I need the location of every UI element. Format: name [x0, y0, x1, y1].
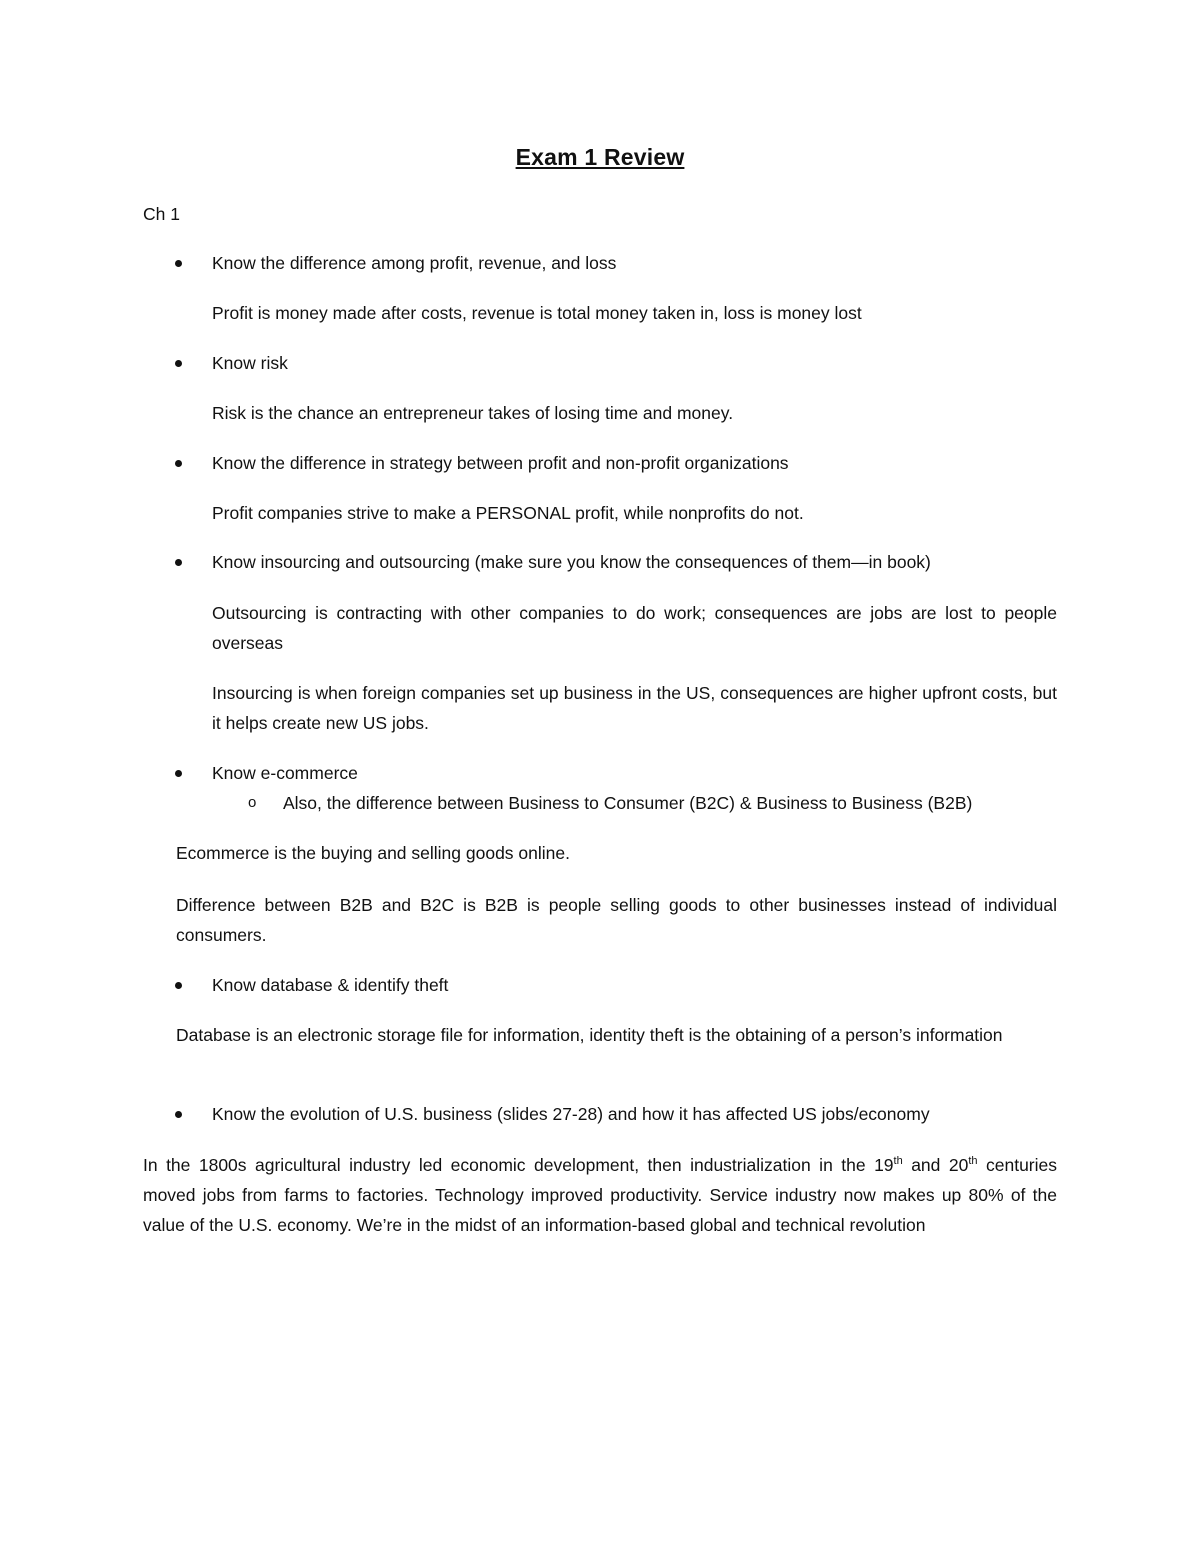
bullet-item: Know e-commerce — [212, 763, 358, 783]
answer-text: and 20 — [902, 1155, 969, 1175]
bullet-item: Know risk — [212, 353, 288, 373]
superscript: th — [893, 1155, 903, 1168]
bullet-icon — [175, 1111, 182, 1118]
sub-bullet-item: Also, the difference between Business to Consumer (B2C) & Business to Business (B2B) — [283, 793, 973, 813]
bullet-item: Know the difference among profit, revenue, and loss — [212, 253, 617, 273]
superscript: th — [968, 1155, 978, 1168]
bullet-icon — [175, 559, 182, 566]
answer-text: centuries moved jobs from farms to factories. Technology improved productivity. Service industry now makes up 80% of the value of the U.S. economy. We’re in the midst of an information-based global and technical revolution — [143, 1155, 1057, 1235]
bullet-icon — [175, 460, 182, 467]
bullet-item: Know insourcing and outsourcing (make sure you know the consequences of them—in book) — [212, 552, 931, 572]
answer-text: Outsourcing is contracting with other companies to do work; consequences are jobs are lost to people overseas — [212, 603, 1057, 653]
page-title: Exam 1 Review — [515, 144, 685, 170]
answer-text: Risk is the chance an entrepreneur takes of losing time and money. — [212, 403, 734, 423]
bullet-icon — [175, 982, 182, 989]
bullet-item: Know the evolution of U.S. business (slides 27-28) and how it has affected US jobs/economy — [212, 1104, 930, 1124]
bullet-icon — [175, 260, 182, 267]
answer-text: Profit companies strive to make a PERSONAL profit, while nonprofits do not. — [212, 503, 804, 523]
chapter-heading: Ch 1 — [143, 204, 180, 224]
answer-text: Insourcing is when foreign companies set up business in the US, consequences are higher upfront costs, but it helps create new US jobs. — [212, 683, 1057, 733]
answer-text: Database is an electronic storage file for information, identity theft is the obtaining of a person’s information — [176, 1025, 1003, 1045]
answer-text: Profit is money made after costs, revenue is total money taken in, loss is money lost — [212, 303, 862, 323]
bullet-icon — [175, 360, 182, 367]
answer-text: In the 1800s agricultural industry led economic development, then industrialization in the 19 — [143, 1155, 894, 1175]
bullet-item: Know the difference in strategy between profit and non-profit organizations — [212, 453, 789, 473]
answer-paragraph — [143, 1150, 1057, 1240]
circle-bullet-icon: o — [248, 794, 257, 811]
answer-text: Difference between B2B and B2C is B2B is people selling goods to other businesses instead of individual consumers. — [176, 895, 1057, 945]
bullet-item: Know database & identify theft — [212, 975, 449, 995]
bullet-icon — [175, 770, 182, 777]
answer-text: Ecommerce is the buying and selling goods online. — [176, 843, 570, 863]
